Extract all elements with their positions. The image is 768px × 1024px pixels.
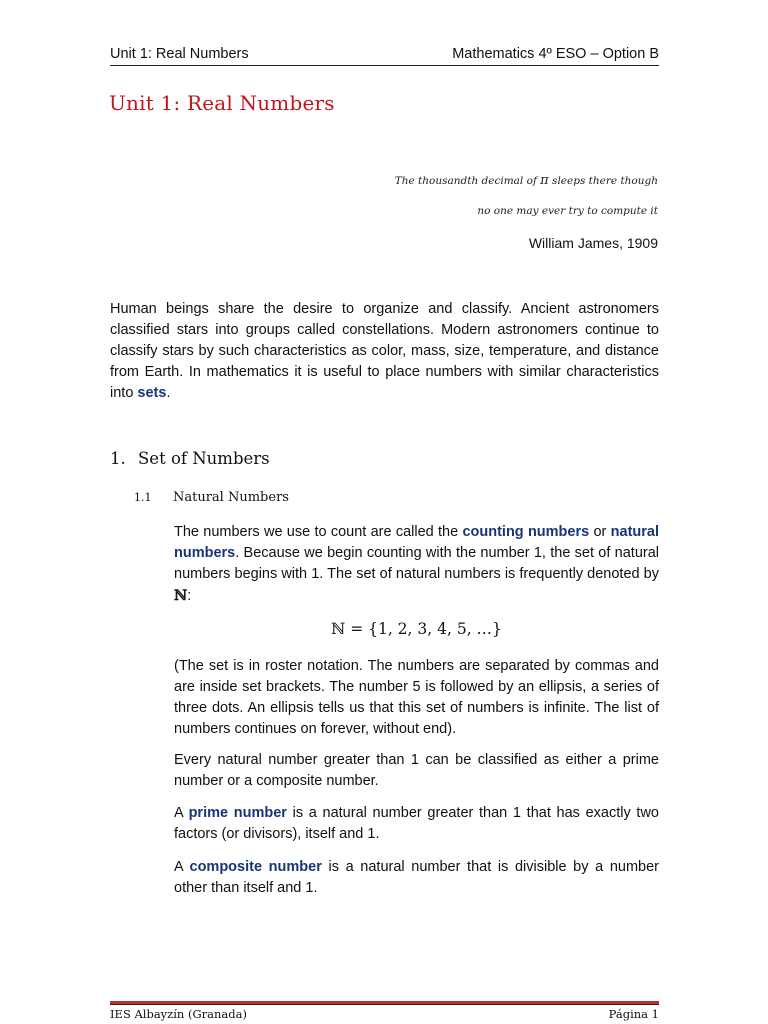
term-prime-number: prime number [188,805,287,821]
composite-number-definition [174,857,659,899]
intro-end: . [166,385,171,401]
header-unit-label: Unit 1: Real Numbers [110,46,249,62]
epigraph-author: William James, 1909 [528,235,658,251]
unit-title: Unit 1: Real Numbers [109,91,335,115]
natural-numbers-definition [174,522,659,607]
p1-text-a: The numbers we use to count are called the [174,524,463,540]
epigraph-text-a: The thousandth decimal of [394,175,541,187]
page-header [110,44,659,66]
header-course-label: Mathematics 4º ESO – Option B [452,46,659,62]
subsection-heading [134,490,289,505]
naturals-symbol: ℕ [174,587,188,604]
term-composite-number: composite number [189,859,322,875]
prime-composite-paragraph: Every natural number greater than 1 can be classified as either a prime number or a composite number. [174,752,659,789]
footer-rule [110,1001,659,1005]
p4-text-a: A [174,805,189,821]
prime-number-definition [174,803,659,845]
section-number: 1. [110,449,126,468]
section-heading [110,449,270,468]
p5-text-a: A [174,859,190,875]
term-natural-numbers: natural numbers [174,524,659,561]
pi-symbol: π [540,173,549,188]
p1-text-c: . Because we begin counting with the number 1, the set of natural numbers begins with 1. The set of natural numbers is frequently denoted by [174,545,659,582]
subsection-title: Natural Numbers [173,490,289,505]
roster-notation-paragraph: (The set is in roster notation. The numbers are separated by commas and are inside set brackets. The number 5 is followed by an ellipsis, a series of three dots. An ellipsis tells us that this set of numbers is infinite. The list of numbers continues on forever, without end). [174,658,659,737]
intro-paragraph [110,299,659,404]
term-counting-numbers: counting numbers [462,524,590,540]
p5-text-b: is a natural number that is divisible by a number other than itself and 1. [174,859,659,896]
intro-text: Human beings share the desire to organize and classify. Ancient astronomers classified stars into groups called constellations. Modern astronomers continue to classify stars by such characteristics as color, mass, size, temperature, and distance from Earth. In mathematics it is useful to place numbers with similar characteristics into [110,301,659,401]
epigraph-line-2: no one may ever try to compute it [477,205,658,217]
epigraph-text-b: sleeps there though [548,175,658,187]
term-sets: sets [137,385,167,401]
section-title: Set of Numbers [138,449,270,468]
natural-set-formula: ℕ = {1, 2, 3, 4, 5, …} [331,620,502,638]
footer-school: IES Albayzín (Granada) [110,1007,247,1021]
subsection-number: 1.1 [134,491,152,504]
p1-text-b: or [589,524,611,540]
footer-page-number: Página 1 [608,1007,659,1021]
p1-text-d: : [187,588,192,604]
p4-text-b: is a natural number greater than 1 that has exactly two factors (or divisors), itself and 1. [174,805,660,842]
epigraph-line-1 [395,173,658,188]
